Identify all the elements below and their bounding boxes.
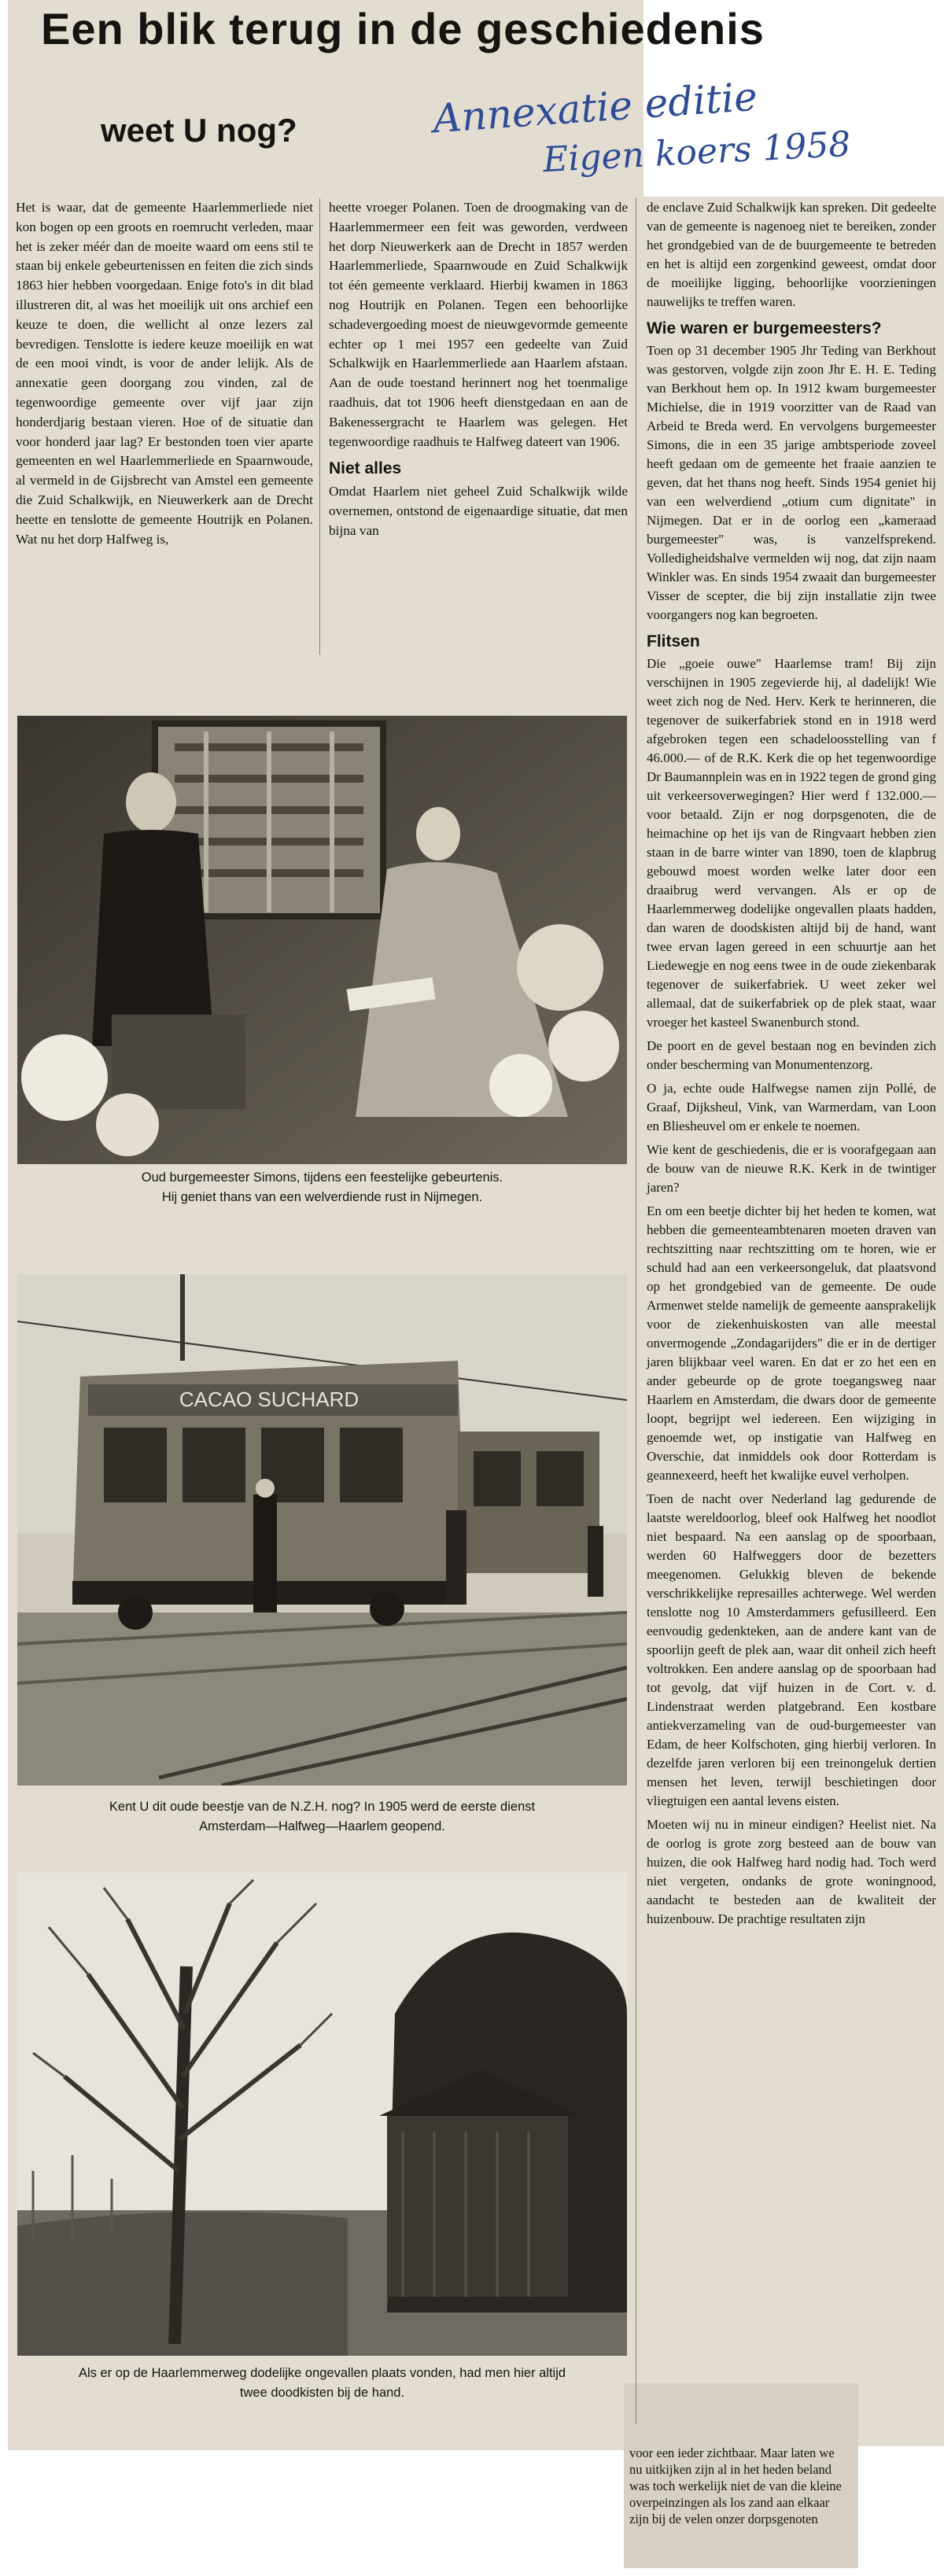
col2-heading: Niet alles: [329, 459, 402, 478]
col3-flitsen-paragraph: O ja, echte oude Halfwegse namen zijn Pollé, de Graaf, Dijksheul, Vink, van Warmerdam, van Loon en Bliesheuvel om er enkele te noemen.: [647, 1081, 936, 1133]
column-rule: [319, 198, 320, 654]
photo2-caption-line2: Amsterdam—Halfweg—Haarlem geopend.: [199, 1819, 445, 1833]
article-column-3: [647, 198, 936, 1933]
photo-shed-image: [17, 1872, 627, 2356]
photo2-caption: [17, 1797, 627, 1837]
photo-tram-image: [17, 1274, 627, 1786]
col3-heading: Wie waren er burgemeesters?: [647, 319, 882, 337]
photo3-caption-line1: Als er op de Haarlemmerweg dodelijke ongevallen plaats vonden, had men hier altijd: [78, 2366, 566, 2380]
photo2-caption-line1: Kent U dit oude beestje van de N.Z.H. nog? In 1905 werd de eerste dienst: [109, 1800, 536, 1814]
col3-heading-flitsen: Flitsen: [647, 632, 700, 650]
col3-flitsen-paragraph: Toen de nacht over Nederland lag gedurende de laatste wereldoorlog, bleef ook Halfweg het noodlot niet bespaard. Na een aanslag op de spoorbaan, werden 60 Halfweggers door de bezetters meegenomen. Gelukkig bleven de bekende verschrikkelijke represailles achterwege. Wel werden tenslotte nog 10 Amsterdammers gefusilleerd. Een eenvoudig gedenkteken, aan de andere kant van de spoorlijn geeft de plek aan, waar dit onheil zich heeft voltrokken. Een andere aanslag op de spoorbaan had tot gevolg, dat vijf huizen in de Cort. v. d. Lindenstraat werden platgebrand. Een kostbare antiekverzameling van de oud-burgemeester van Edam, de heer Kolfschoten, ging hierbij verloren. In dezelfde jaren verloren bij een treinongeluk dertien mensen het leven, terwijl beschietingen door vliegtuigen een aantal levens eisten.: [647, 1491, 936, 1808]
tram-destination-sign: CACAO SUCHARD: [179, 1388, 360, 1411]
col3-flitsen-paragraph: En om een beetje dichter bij het heden te komen, wat hebben die gemeenteambtenaren moeten draven van rechtszitting naar rechtszitting om te horen, wie er schuld had aan een verkeersongeluk, dat plaatsvond op het grondgebied van de gemeente. De oude Armenwet stelde namelijk de gemeente aansprakelijk voor de ziekenhuiskosten van alle meestal onvermogende „Zondagarijders" die er in de dertiger jaren blijkbaar veel waren. En dat er zo het een en ander gebeurde op de grote toegangsweg naar Haarlem en Amsterdam, die dwars door de gemeente loopt, begrijpt wel iedereen. Een wijziging in genoemde wet, op instigatie van Halfweg en Overschie, dat inmiddels ook door Rotterdam is geannexeerd, heeft het kwalijke euvel verholpen.: [647, 1203, 936, 1483]
photo1-caption: [17, 1168, 627, 1207]
col3-flitsen-paragraph: Die „goeie ouwe" Haarlemse tram! Bij zijn verschijnen in 1905 zegevierde hij, al dadelijk! Wie weet zich nog de Ned. Herv. Kerk te herinneren, die tegenover de suikerfabriek stond en in 1918 werd afgebroken tegen een schadeloosstelling van f 46.000.— of de R.K. Kerk die op het tegenwoordige Dr Baumannplein was en in 1922 tegen de grond ging uit verkeersoverwegingen? Hier werd f 132.000.— voor betaald. Zijn er nog dorpsgenoten, die de heimachine op het ijs van de Ringvaart hebben zien staan in de barre winter van 1890, toen de klapbrug gebouwd moest worden welke later door een draaibrug werd vervangen. Als er op de Haarlemmerweg dodelijke ongevallen plaats hadden, dan waren de doodskisten altijd bij de hand, want twee ervan lagen gereed in een schuurtje aan het Liedewegje en nog eens twee in de oude ziekenbarak tegenover de suikerfabriek. U weet zeker wel allemaal, dat de suikerfabriek op de plek staat, waar vroeger het kasteel Swanenburch stond.: [647, 656, 936, 1030]
article-tail-text: voor een ieder zichtbaar. Maar laten we nu uitkijken zijn al in het heden beland was toch werkelijk niet de van die kleine overpeinzingen als los zand aan elkaar zijn bij de velen onzer dorpsgenoten: [629, 2445, 842, 2526]
col3-flitsen-paragraph: De poort en de gevel bestaan nog en bevinden zich onder bescherming van Monumentenzorg.: [647, 1038, 936, 1072]
col2-paragraph-after: Omdat Haarlem niet geheel Zuid Schalkwijk wilde overnemen, ontstond de eigenaardige situatie, dat men bijna van: [329, 484, 628, 538]
col2-paragraph: heette vroeger Polanen. Toen de droogmaking van de Haarlemmermeer een feit was geworden, verdween het dorp Nieuwerkerk aan de Drecht in 1857 werden Haarlemmerliede, Spaarnwoude en Zuid Schalkwijk tot één gemeente verklaard. Hierbij kwamen in 1863 nog Houtrijk en Polanen. Tegen een behoorlijke schadevergoeding moest de nieuwgevormde gemeente echter op 1 mei 1957 een gedeelte van Zuid Schalkwijk en Haarlemmerliede aan Haarlem afstaan. Aan de oude toestand herinnert nog het toenmalige raadhuis, dat tot 1906 heeft dienstgedaan en aan de Bakenessergracht te Haarlem was gelegen. Het tegenwoordige raadhuis te Halfweg dateert van 1906.: [329, 200, 628, 449]
photo3-caption: [17, 2364, 627, 2403]
handwritten-note: [425, 73, 928, 181]
col3-flitsen-paragraph: Wie kent de geschiedenis, die er is voorafgegaan aan de bouw van de nieuwe R.K. Kerk in de twintiger jaren?: [647, 1142, 936, 1195]
col3-paragraph-mayors: Toen op 31 december 1905 Jhr Teding van Berkhout was gestorven, volgde zijn zoon Jhr E. H. E. Teding van Berkhout hem op. In 1912 kwam burgemeester Michielse, die in 1919 voorzitter van de Raad van Arbeid te Breda werd. En vervolgens burgemeester Simons, die in een 35 jarige ambtsperiode zoveel heeft gedaan om de gemeente het fraaie aanzien te geven, dat het thans nog heeft. Sinds 1954 geniet hij van een welverdiend „otium cum dignitate" in Nijmegen. Dat er in de oorlog een „kameraad burgemeester" was, is vanzelfsprekend. Volledigheidshalve vermelden wij nog, dat zijn naam Winkler was. En sinds 1954 zwaait dan burgemeester Visser de scepter, die bij zijn installatie zijn twee voorgangers nog kan begroeten.: [647, 343, 936, 622]
photo1-caption-line2: Hij geniet thans van een welverdiende rust in Nijmegen.: [161, 1190, 483, 1204]
photo-tram: [17, 1274, 627, 1786]
headline: Een blik terug in de geschiedenis: [41, 4, 765, 53]
article-column-2: [329, 198, 628, 546]
photo-mayor-simons-image: [17, 716, 627, 1164]
handwritten-note-line2: Eigen koers 1958: [541, 123, 852, 181]
col3-flitsen-paragraph: Moeten wij nu in mineur eindigen? Heelist niet. Na de oorlog is grote zorg besteed aan de bouw van huizen, die ook Halfweg hard nodig had. Toch werd niet vergeten, ondanks de grote woningnood, aandacht te besteden aan de kwaliteit der huizenbouw. De prachtige resultaten zijn: [647, 1817, 936, 1926]
photo-mayor-simons: [17, 716, 627, 1164]
article-column-1: [16, 198, 313, 554]
subheadline: weet U nog?: [101, 112, 297, 149]
photo1-caption-line1: Oud burgemeester Simons, tijdens een feestelijke gebeurtenis.: [141, 1170, 503, 1185]
photo-shed-coffins: [17, 1872, 627, 2356]
handwritten-note-line1: Annexatie editie: [431, 73, 759, 142]
photo3-caption-line2: twee doodkisten bij de hand.: [239, 2386, 405, 2400]
col1-paragraph: Het is waar, dat de gemeente Haarlemmerliede niet kon bogen op een groots en roemrucht verleden, maar het is zeker méér dan de moeite waard om eens stil te staan bij enkele gebeurtenissen en feiten die zich sinds 1863 hier hebben voorgedaan. Enige foto's in dit blad illustreren dit, al was het moeilijk uit ons archief een keuze te doen, die wellicht al onze lezers zal bevredigen. Tenslotte is iedere keuze moeilijk en wat de een mooi vindt, is voor de ander lelijk. Als de annexatie geen doorgang zou vinden, zal de tegenwoordige gemeente over vijf jaar zijn honderdjarig bestaan vieren. Hoe of de situatie dan voor honderd jaar lag? Er bestonden toen vier aparte gemeenten en wel Haarlemmerliede en Spaarnwoude, al vermeld in de Gijsbrecht van Amstel een gemeente die Zuid Schalkwijk, en Nieuwerkerk aan de Drecht heette en tenslotte de gemeente Houtrijk en Polanen. Wat nu het dorp Halfweg is,: [16, 200, 313, 547]
col3-paragraph-top: de enclave Zuid Schalkwijk kan spreken. Dit gedeelte van de gemeente is nagenoeg niet te bereiken, zonder het grondgebied van de de buurgemeente te betreden en het is altijd een zorgenkind geweest, omdat door de moeilijke ligging, behoorlijke voorzieningen nauwelijks te treffen waren.: [647, 200, 936, 309]
